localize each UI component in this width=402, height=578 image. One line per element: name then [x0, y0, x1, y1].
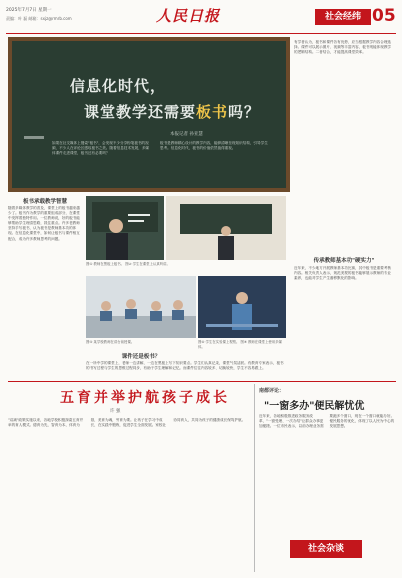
header-rule	[6, 33, 396, 34]
feature-subhead-2: 课件还是板书？	[121, 354, 161, 360]
feature-title-part-a: 课堂教学还需要	[84, 103, 197, 121]
photo-lab	[198, 276, 286, 338]
feature-intro-right: 板书是教师精心设计的教学内容，能够清晰呈现知识结构，引导学生思考。信息化时代，板书的价值依然值得重视。	[160, 141, 268, 150]
photo-teacher-board-image	[86, 196, 164, 260]
photo-classroom	[166, 196, 286, 260]
feature-title-part-c: 吗？	[228, 103, 261, 121]
feature-title-line2	[84, 101, 260, 122]
feature-subhead-3: 传承教师基本功"硬实力"	[313, 258, 375, 264]
column-rule	[254, 384, 255, 572]
page-header	[6, 5, 396, 33]
commentary-kicker: 南都评论：	[259, 388, 285, 394]
column-tag: 社会杂谈	[290, 540, 362, 558]
feature-intro-left: 如果在社交媒体上搜索"板书"，会发现不少分享粉笔板书的视频，不少人在评论区感叹板书之美。随着信息技术发展，多媒体课件走进课堂，板书还有必要吗？	[52, 141, 150, 155]
photo-classroom-image	[166, 196, 286, 260]
bottom-article-body: "双减"政策实施以来，各地学校积极探索五育并举的育人模式。德育为先，智育为本，体育为基，美育为魂，劳育为要。让孩子在学习中成长，在实践中锻炼，促进学生全面发展。家校社协同育人，共同为孩子的健康成长保驾护航。	[8, 418, 246, 428]
feature-column-2: 在一所中学的课堂上，老师一边讲解，一边在黑板上写下知识要点。学生们认真记录，课堂气氛活跃。有教育专家表示，板书的书写过程与学生的思维过程同步，有助于学生理解和记忆。而课件往往内容较多、切换较快，学生不容易跟上。	[86, 361, 284, 371]
feature-column-1: 随着多媒体教学的普及，课堂上的板书越来越少了。板书作为教学的重要组成部分，在课堂中发挥着独特作用。一位教师说，好的板书能够帮助学生理清思路，抓住重点。许多老教师坚持手写板书，认为板书是教师基本功的体现。在信息化课堂中，如何让板书与课件相互配合，成为许多教师思考的问题。	[8, 206, 80, 241]
photo-students-image	[86, 276, 196, 338]
bottom-article-title: 五育并举护航孩子成长	[60, 390, 230, 406]
section-divider	[8, 381, 396, 382]
commentary-body: 近年来，各地积极推进政务服务改革，"一窗受理、一次办结"让群众办事更加便捷。一位市民表示，以前办理业务需要跑多个窗口，现在一个窗口就能办好。便民服务的优化，体现了以人民为中心的发展思想。	[259, 414, 395, 429]
photo-caption-2: 图③ 某学校教师在讲台前授课。	[86, 340, 135, 344]
feature-column-right-lower: 近年来，不少地方开展教师基本功比赛，其中板书是重要考核内容。相关负责人表示，规范美观的板书能够展示教师的专业素养，也能对学生产生潜移默化的影响。	[294, 266, 392, 281]
feature-byline: 本报记者 孙亚慧	[170, 132, 203, 137]
editor-line: 责编：叶 磊 邮箱：sxjz@rmrb.com	[6, 16, 72, 21]
feature-title-highlight: 板书	[196, 103, 229, 121]
masthead: 人民日报	[156, 7, 221, 25]
photo-lab-image	[198, 276, 286, 338]
photo-caption-1: 图① 教师在黑板上板书。 图② 学生在课堂上认真听讲。	[86, 262, 170, 266]
photo-teacher-board	[86, 196, 164, 260]
feature-subhead-1: 板书承载教学智慧	[22, 199, 67, 205]
photo-students	[86, 276, 196, 338]
chalk-stroke	[24, 136, 44, 139]
blackboard-banner	[8, 37, 290, 192]
photo-caption-3: 图④ 学生在实验课上观察。 图⑤ 教师在课堂上使用多媒体。	[198, 340, 282, 349]
section-tag: 社会经纬	[315, 9, 371, 25]
page-number: 05	[372, 6, 396, 26]
bottom-article-author: 许 强	[110, 409, 121, 414]
commentary-title: "一窗多办"便民解忧优	[264, 401, 365, 412]
feature-column-right: 有学者认为，板书和课件各有优势，应当根据教学内容合理选择。课件可以展示图片、视频等丰富内容，板书则能体现教学的逻辑结构。二者结合，才能提高课堂效率。	[294, 40, 392, 55]
feature-title-line1: 信息化时代，	[70, 77, 167, 95]
issue-date: 2025年7月7日 星期一	[6, 8, 52, 13]
